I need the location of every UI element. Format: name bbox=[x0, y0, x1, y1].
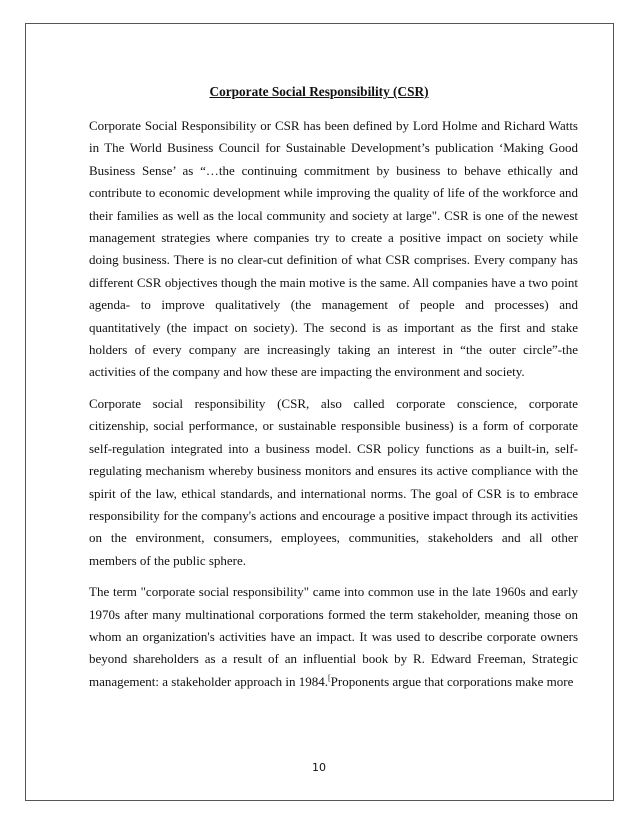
page-number: 10 bbox=[312, 761, 326, 774]
document-title: Corporate Social Responsibility (CSR) bbox=[209, 84, 429, 99]
paragraph-line-rest: citizenship, social performance, or sustainable responsible business) is a form of corporate self-regulation integrated into a business model. CSR policy functions as a built-in, self-regulating mechanism whereby business monitors and ensures its active compliance with the spirit of the law, ethical standards, and international norms. The goal of CSR is to embrace responsibility for the company's actions and encourage a positive impact through its activities on the environment, consumers, employees, communities, stakeholders and all other members of the public sphere. bbox=[89, 418, 578, 568]
paragraph-csr-definition: Corporate Social Responsibility or CSR has been defined by Lord Holme and Richard Watts in The World Business Council for Sustainable Development’s publication ‘Making Good Business Sense’ as “…the continuing commitment by business to behave ethically and contribute to economic development while improving the quality of life of the workforce and their families as well as the local community and society at large". CSR is one of the newest management strategies where companies try to create a positive impact on society while doing business. There is no clear-cut definition of what CSR comprises. Every company has different CSR objectives though the main motive is the same. All companies have a two point agenda- to improve qualitatively (the management of people and processes) and quantitatively (the impact on society). The second is as important as the first and stake holders of every company are increasingly taking an interest in “the outer circle”-the activities of the company and how these are impacting the environment and society. bbox=[89, 118, 578, 380]
footnote-mark: [ bbox=[327, 673, 331, 683]
document-body bbox=[89, 115, 578, 702]
paragraph-term-history-text: The term "corporate social responsibility" came into common use in the late 1960s and early 1970s after many multinational corporations formed the term stakeholder, meaning those on whom an organization's activities have an impact. It was used to describe corporate owners beyond shareholders as a result of an influential book by R. Edward Freeman, Strategic management: a stakeholder approach in 1984. bbox=[89, 584, 578, 689]
paragraph-term-history bbox=[89, 581, 578, 693]
paragraph-csr-self-regulation bbox=[89, 393, 578, 572]
paragraph-term-history-tail: Proponents argue that corporations make more bbox=[330, 673, 574, 689]
paragraph-line-first: Corporate social responsibility (CSR, also called corporate conscience, corporate bbox=[89, 395, 578, 411]
